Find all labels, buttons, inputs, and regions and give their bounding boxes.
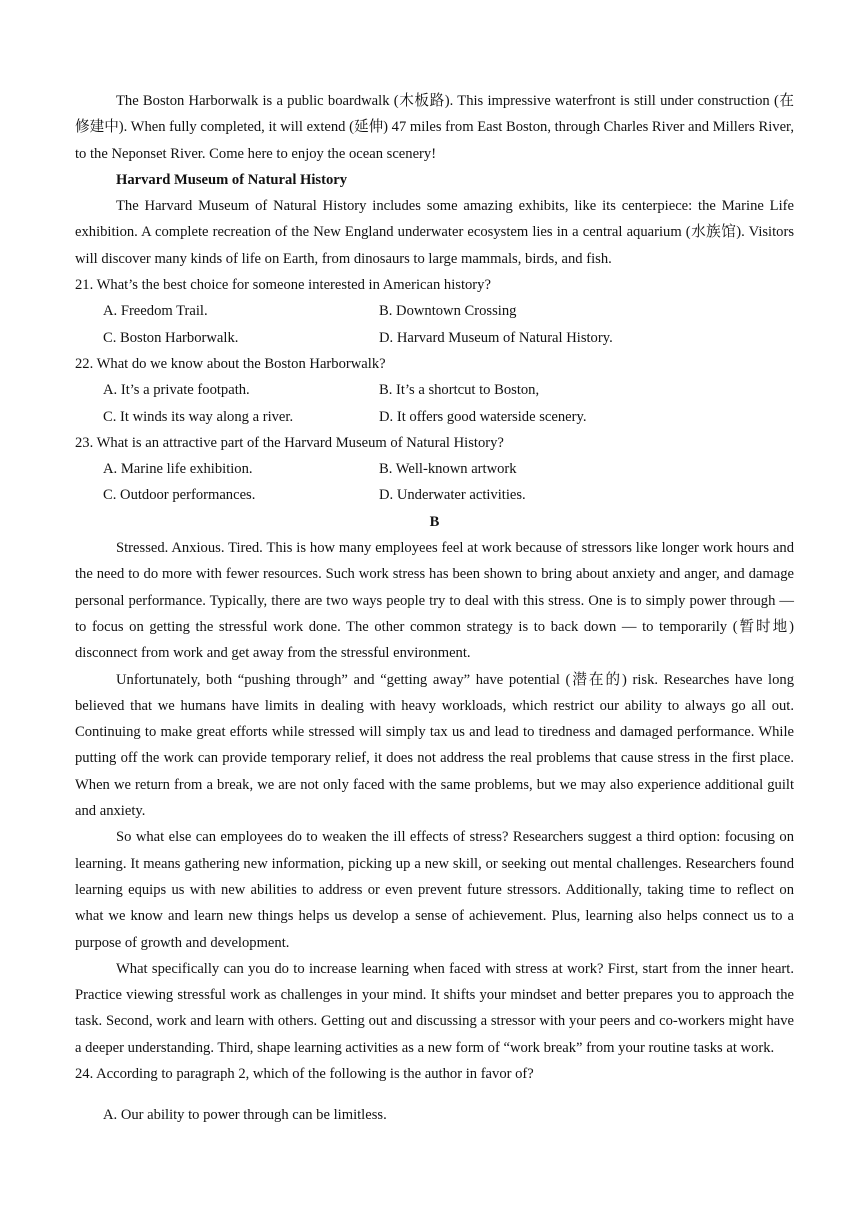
option-b: B. Downtown Crossing bbox=[379, 303, 517, 320]
question-23: 23. What is an attractive part of the Harvard Museum of Natural History? bbox=[75, 434, 504, 451]
option-d: D. Underwater activities. bbox=[379, 487, 526, 504]
option-c: C. Boston Harborwalk. bbox=[103, 329, 239, 346]
section-b-label: B bbox=[429, 513, 440, 530]
option-b: B. Well-known artwork bbox=[379, 461, 517, 478]
passage-b-paragraph-1: Stressed. Anxious. Tired. This is how many employees feel at work because of stressors like longer work hours and the need to do more with fewer resources. Such work stress has been shown to bring about anxiety and anger, and damage personal performance. Typically, there are two ways people try to deal with this stress. One is to simply power through — to focus on getting the stressful work done. The other common strategy is to back down — to temporarily (暂时地) disconnect from work and get away from the stressful environment. bbox=[75, 540, 794, 662]
option-a: A. It’s a private footpath. bbox=[103, 382, 250, 399]
museum-heading: Harvard Museum of Natural History bbox=[116, 171, 348, 188]
question-23-options bbox=[103, 456, 794, 509]
question-22-options bbox=[103, 377, 794, 430]
passage-b-paragraph-2: Unfortunately, both “pushing through” and “getting away” have potential (潜在的) risk. Researches have long believed that we humans have limits in dealing with heavy workloads, which restrict our ability to always go all out. Continuing to make great efforts while stressed will simply tax us and lead to tiredness and damaged performance. While putting off the work can provide temporary relief, it does not address the real problems that cause stress in the first place. When we return from a break, we are not only faced with the same problems, but we may also experience additional guilt and anxiety. bbox=[75, 671, 794, 820]
museum-paragraph: The Harvard Museum of Natural History includes some amazing exhibits, like its centerpiece: the Marine Life exhibition. A complete recreation of the New England underwater ecosystem lies in a central aquarium (水族馆). Visitors will discover many kinds of life on Earth, from dinosaurs to large mammals, birds, and fish. bbox=[75, 198, 794, 267]
question-24: 24. According to paragraph 2, which of the following is the author in favor of? bbox=[75, 1065, 534, 1082]
option-c: C. Outdoor performances. bbox=[103, 487, 256, 504]
option-d: D. Harvard Museum of Natural History. bbox=[379, 329, 613, 346]
option-c: C. It winds its way along a river. bbox=[103, 408, 294, 425]
passage-b-paragraph-4: What specifically can you do to increase learning when faced with stress at work? First, start from the inner heart. Practice viewing stressful work as challenges in your mind. It shifts your mindset and better prepares you to approach the task. Second, work and learn with others. Getting out and discussing a stressor with your peers and co-workers might have a deeper understanding. Third, shape learning activities as a new form of “work break” from your routine tasks at work. bbox=[75, 960, 794, 1056]
option-d: D. It offers good waterside scenery. bbox=[379, 408, 587, 425]
option-b: B. It’s a shortcut to Boston, bbox=[379, 382, 540, 399]
harborwalk-paragraph: The Boston Harborwalk is a public boardwalk (木板路). This impressive waterfront is still under construction (在修建中). When fully completed, it will extend (延伸) 47 miles from East Boston, through Charles River and Millers River, to the Neponset River. Come here to enjoy the ocean scenery! bbox=[75, 93, 794, 162]
document-page bbox=[75, 88, 794, 1143]
question-24-option-a: A. Our ability to power through can be limitless. bbox=[103, 1106, 387, 1123]
option-a: A. Marine life exhibition. bbox=[103, 461, 253, 478]
question-22: 22. What do we know about the Boston Harborwalk? bbox=[75, 355, 386, 372]
question-21: 21. What’s the best choice for someone interested in American history? bbox=[75, 277, 491, 294]
option-a: A. Freedom Trail. bbox=[103, 303, 208, 320]
question-21-options bbox=[103, 298, 794, 351]
passage-b-paragraph-3: So what else can employees do to weaken the ill effects of stress? Researchers suggest a third option: focusing on learning. It means gathering new information, picking up a new skill, or seeking out mental challenges. Researchers found learning equips us with new abilities to address or even prevent future stressors. Additionally, taking time to reflect on what we know and learn new things helps us develop a sense of achievement. Plus, learning also helps connect us to a purpose of growth and development. bbox=[75, 829, 794, 951]
